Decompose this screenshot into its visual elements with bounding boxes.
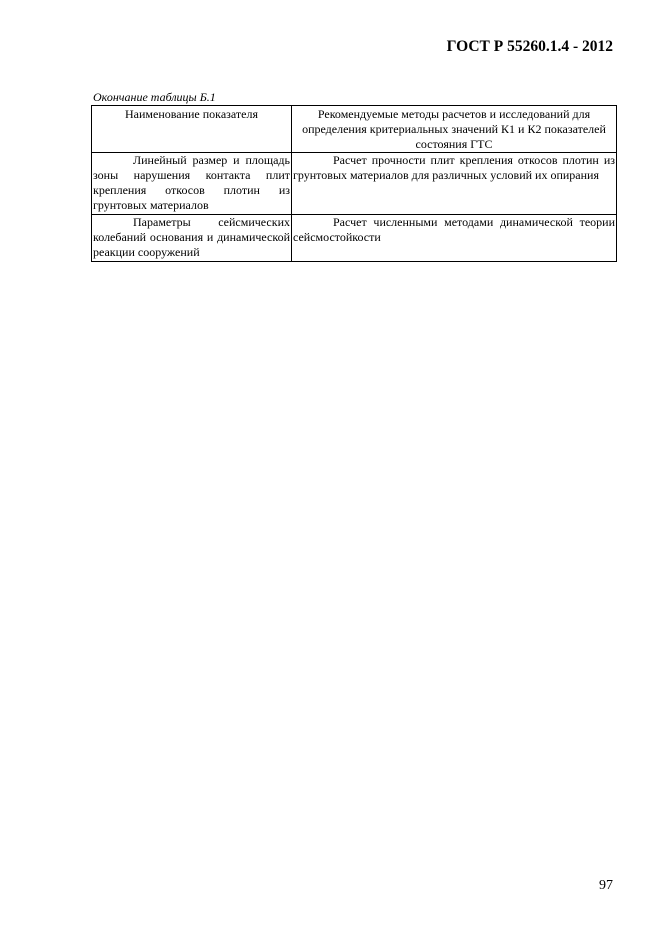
document-header: ГОСТ Р 55260.1.4 - 2012 (446, 38, 613, 55)
column-header-indicator: Наименование показателя (92, 106, 292, 153)
table-row (92, 215, 617, 262)
indicator-cell: Параметры сейсмических колебаний основания и динамической реакции сооружений (92, 215, 292, 262)
indicators-table (91, 105, 617, 262)
indicator-cell: Линейный размер и площадь зоны нарушения контакта плит крепления откосов плотин из грунтовых материалов (92, 153, 292, 215)
page-number: 97 (599, 878, 613, 893)
table-caption: Окончание таблицы Б.1 (93, 90, 216, 104)
method-cell: Расчет прочности плит крепления откосов плотин из грунтовых материалов для различных условий их опирания (292, 153, 617, 215)
table-row (92, 153, 617, 215)
column-header-methods: Рекомендуемые методы расчетов и исследований для определения критериальных значений К1 и К2 показателей состояния ГТС (292, 106, 617, 153)
table-header-row (92, 106, 617, 153)
method-cell: Расчет численными методами динамической теории сейсмостойкости (292, 215, 617, 262)
